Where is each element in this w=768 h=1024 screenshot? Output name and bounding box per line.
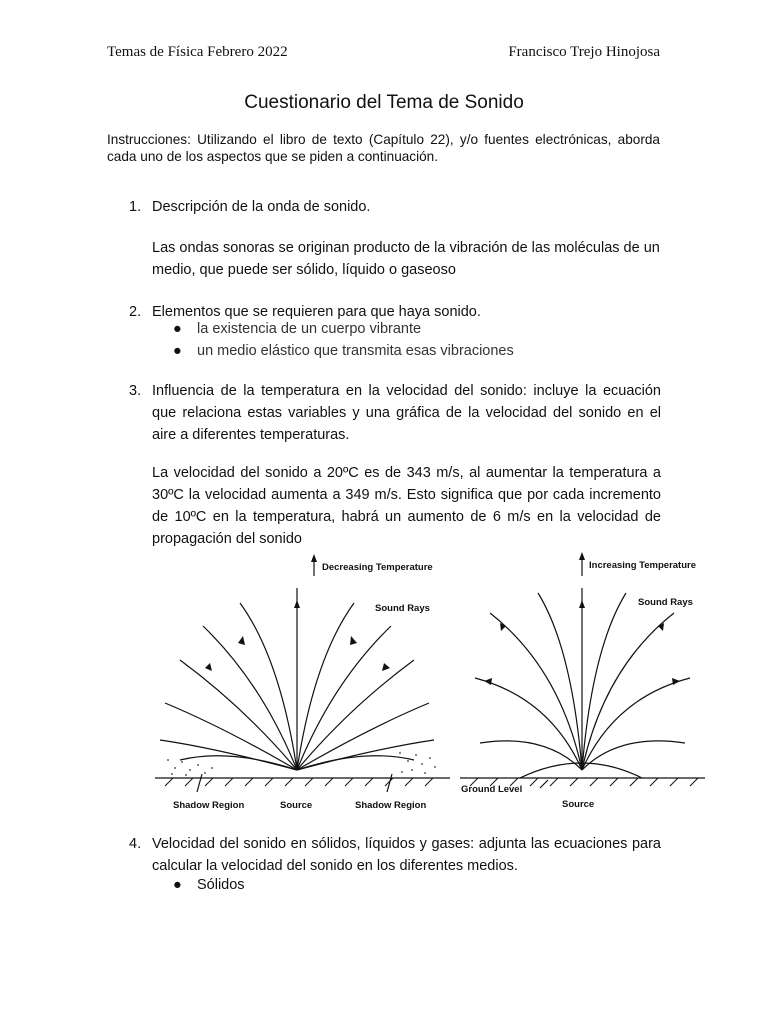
left-title: Decreasing Temperature <box>322 562 433 573</box>
right-source-label: Source <box>562 799 595 810</box>
question-3-answer: La velocidad del sonido a 20ºC es de 343 m/s, al aumentar la temperatura a 30ºC la velocidad aumenta a 349 m/s. Esto significa que por cada incremento de 10ºC en la temperatura, habrá un aumento de 6 m/s en la velocidad de propagación del sonido <box>152 465 661 547</box>
right-shadow-region-label: Shadow Region <box>355 800 427 811</box>
question-3-text: Influencia de la temperatura en la velocidad del sonido: incluye la ecuación que relaciona estas variables y una gráfica de la velocidad del sonido en el aire a diferentes temperaturas. <box>152 383 661 443</box>
right-title: Increasing Temperature <box>589 560 697 571</box>
question-2-bullet-1: la existencia de un cuerpo vibrante <box>197 321 422 337</box>
question-2-number: 2. <box>129 304 142 320</box>
header-author: Francisco Trejo Hinojosa <box>508 44 660 60</box>
left-source-label: Source <box>280 800 313 811</box>
question-1-text: Descripción de la onda de sonido. <box>152 199 371 215</box>
right-sound-rays-label: Sound Rays <box>638 597 693 608</box>
document-title: Cuestionario del Tema de Sonido <box>244 92 524 113</box>
bullet-marker: ● <box>173 343 182 359</box>
bullet-marker: ● <box>173 877 182 893</box>
question-4-text: Velocidad del sonido en sólidos, líquidos y gases: adjunta las ecuaciones para calcular la velocidad del sonido en los diferentes medios. <box>152 836 661 874</box>
left-sound-rays-label: Sound Rays <box>375 603 430 614</box>
question-2-bullet-2: un medio elástico que transmita esas vibraciones <box>197 343 514 359</box>
question-1-answer: Las ondas sonoras se originan producto de la vibración de las moléculas de un medio, que puede ser sólido, líquido o gaseoso <box>152 240 660 278</box>
bullet-marker: ● <box>173 321 182 337</box>
ground-level-label: Ground Level <box>461 784 523 795</box>
left-shadow-region-label: Shadow Region <box>173 800 245 811</box>
question-4-number: 4. <box>129 836 142 852</box>
question-4-bullet-1: Sólidos <box>197 877 245 893</box>
question-3-number: 3. <box>129 383 142 399</box>
header-course: Temas de Física Febrero 2022 <box>107 44 288 60</box>
sound-rays-figure <box>0 548 768 818</box>
question-1-number: 1. <box>129 199 142 215</box>
instructions: Instrucciones: Utilizando el libro de texto (Capítulo 22), y/o fuentes electrónicas, aborda cada uno de los aspectos que se piden a continuación. <box>107 132 660 164</box>
question-2-text: Elementos que se requieren para que haya sonido. <box>152 304 481 320</box>
